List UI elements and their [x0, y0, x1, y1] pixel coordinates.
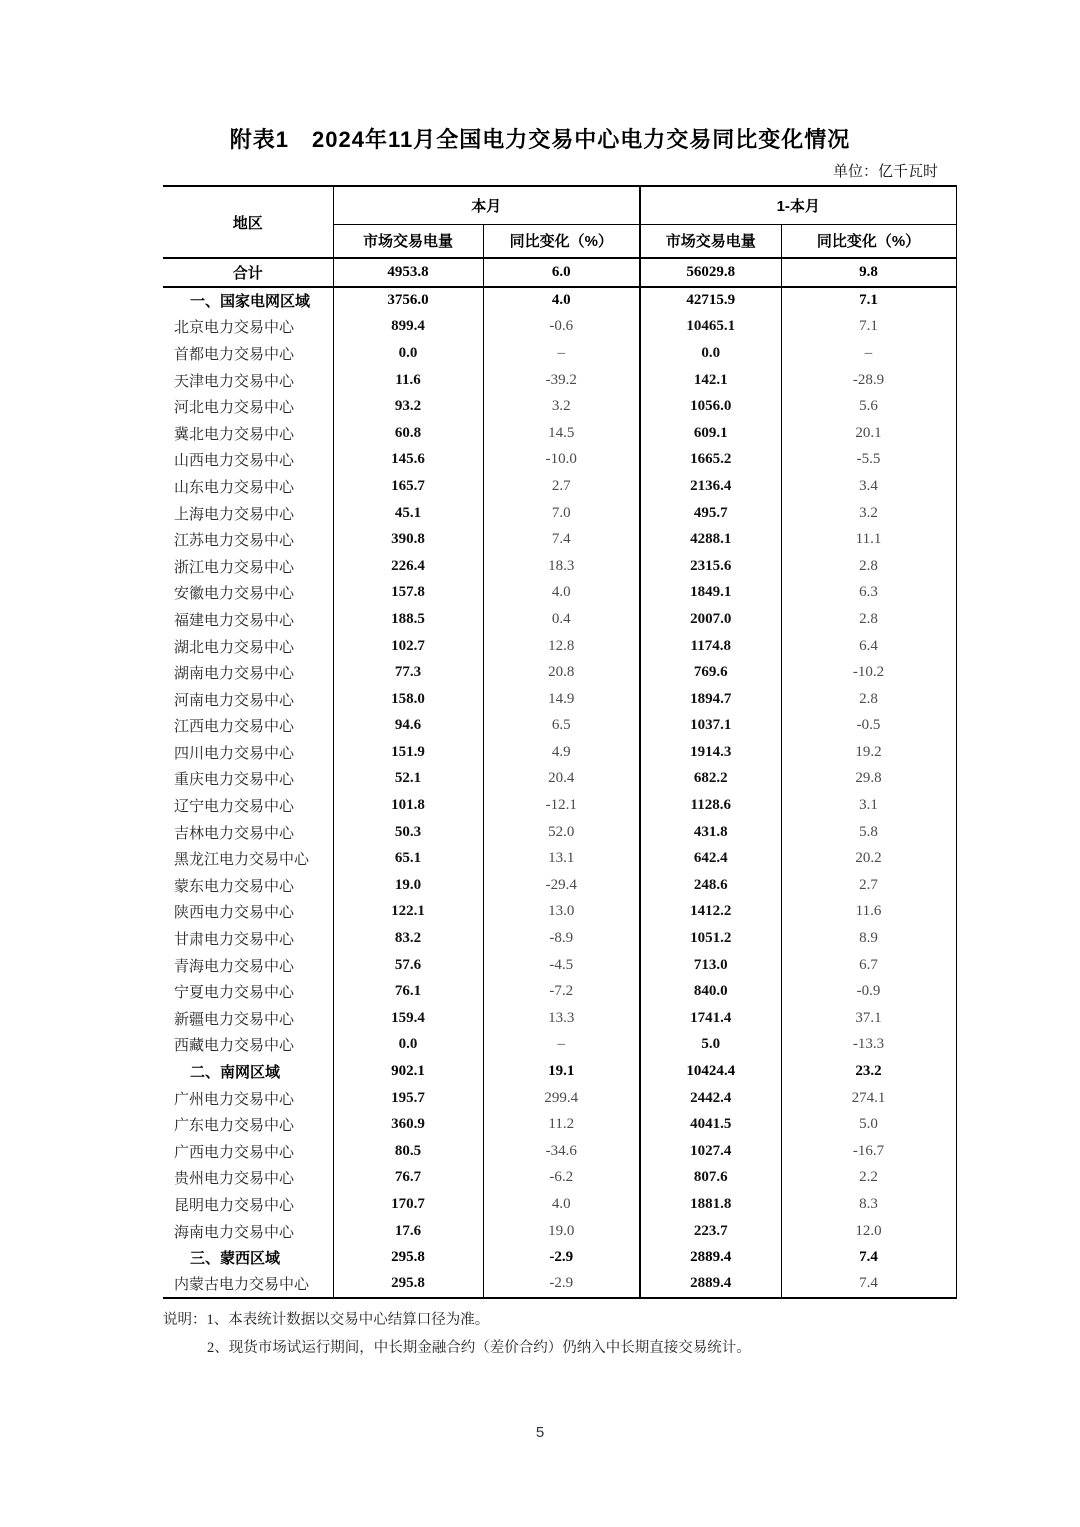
month-volume-cell: 226.4 — [333, 553, 483, 580]
month-volume-cell: 11.6 — [333, 367, 483, 394]
region-name-cell: 辽宁电力交易中心 — [163, 792, 333, 819]
cumulative-change-cell: 6.3 — [859, 584, 878, 601]
cumulative-change-cell: 2.8 — [859, 557, 878, 574]
month-volume-cell: 76.1 — [333, 978, 483, 1005]
cumulative-volume-cell: 1849.1 — [640, 580, 781, 607]
month-volume-cell: 19.0 — [333, 872, 483, 899]
cumulative-volume-cell: 56029.8 — [640, 258, 781, 287]
month-volume-cell: 94.6 — [333, 713, 483, 740]
month-change-cell: 299.4 — [483, 1085, 640, 1112]
region-name-cell: 首都电力交易中心 — [163, 340, 333, 367]
region-name-cell: 陕西电力交易中心 — [163, 899, 333, 926]
table-row — [163, 1218, 956, 1245]
cumulative-change-cell: 3.4 — [859, 477, 878, 494]
region-name-cell: 内蒙古电力交易中心 — [163, 1271, 333, 1298]
month-volume-cell: 295.8 — [333, 1244, 483, 1271]
month-change-cell: -12.1 — [483, 792, 640, 819]
cumulative-change-cell: 11.6 — [855, 903, 882, 920]
month-change-cell: 7.4 — [483, 526, 640, 553]
table-row — [163, 659, 956, 686]
cumulative-volume-cell: 1174.8 — [640, 633, 781, 660]
table-row — [163, 633, 956, 660]
month-change-cell: 52.0 — [483, 819, 640, 846]
month-volume-cell: 145.6 — [333, 447, 483, 474]
month-change-cell: 18.3 — [483, 553, 640, 580]
cumulative-volume-cell: 431.8 — [640, 819, 781, 846]
table-row — [163, 1032, 956, 1059]
month-change-cell: -10.0 — [483, 447, 640, 474]
region-name-cell: 北京电力交易中心 — [163, 314, 333, 341]
month-volume-cell: 159.4 — [333, 1005, 483, 1032]
cumulative-volume-cell: 840.0 — [640, 978, 781, 1005]
table-row — [163, 393, 956, 420]
table-row — [163, 580, 956, 607]
cumulative-volume-cell: 609.1 — [640, 420, 781, 447]
month-change-cell: – — [483, 1032, 640, 1059]
region-name-cell: 江苏电力交易中心 — [163, 526, 333, 553]
region-name-cell: 新疆电力交易中心 — [163, 1005, 333, 1032]
cumulative-change-cell: 37.1 — [855, 1009, 882, 1026]
cumulative-volume-cell: 495.7 — [640, 500, 781, 527]
page-title: 附表1 2024年11月全国电力交易中心电力交易同比变化情况 — [229, 127, 851, 152]
table-row — [163, 1058, 956, 1085]
month-change-cell: -2.9 — [483, 1271, 640, 1298]
month-change-cell: 4.0 — [483, 580, 640, 607]
table-row — [163, 1244, 956, 1271]
month-volume-cell: 0.0 — [333, 340, 483, 367]
cumulative-volume-cell: 1894.7 — [640, 686, 781, 713]
cumulative-change-cell: 3.2 — [859, 504, 878, 521]
cumulative-change-cell: 23.2 — [855, 1063, 882, 1080]
table-row — [163, 1165, 956, 1192]
subheader-cum-change: 同比变化（%） — [781, 224, 956, 258]
cumulative-volume-cell: 10465.1 — [640, 314, 781, 341]
cumulative-volume-cell: 4288.1 — [640, 526, 781, 553]
month-volume-cell: 0.0 — [333, 1032, 483, 1059]
month-volume-cell: 45.1 — [333, 500, 483, 527]
table-row — [163, 420, 956, 447]
cumulative-change-cell: 2.8 — [859, 610, 878, 627]
cumulative-change-cell: -13.3 — [852, 1036, 885, 1053]
region-name-cell: 贵州电力交易中心 — [163, 1165, 333, 1192]
region-name-cell: 四川电力交易中心 — [163, 739, 333, 766]
table-row — [163, 686, 956, 713]
table-row — [163, 899, 956, 926]
month-change-cell: -6.2 — [483, 1165, 640, 1192]
month-change-cell: 19.0 — [483, 1218, 640, 1245]
month-volume-cell: 4953.8 — [333, 258, 483, 287]
table-body — [163, 258, 956, 1298]
month-change-cell: 12.8 — [483, 633, 640, 660]
month-change-cell: 6.5 — [483, 713, 640, 740]
month-volume-cell: 170.7 — [333, 1191, 483, 1218]
cumulative-change-cell: 11.1 — [855, 531, 882, 548]
cumulative-volume-cell: 2136.4 — [640, 473, 781, 500]
table-row — [163, 1271, 956, 1298]
region-name-cell: 海南电力交易中心 — [163, 1218, 333, 1245]
subheader-cum-volume: 市场交易电量 — [640, 224, 781, 258]
table-row — [163, 1191, 956, 1218]
region-name-cell: 天津电力交易中心 — [163, 367, 333, 394]
month-change-cell: -8.9 — [483, 925, 640, 952]
month-change-cell: 3.2 — [483, 393, 640, 420]
group-header-cumulative: 1-本月 — [640, 186, 956, 224]
table-row — [163, 739, 956, 766]
region-name-cell: 上海电力交易中心 — [163, 500, 333, 527]
cumulative-volume-cell: 713.0 — [640, 952, 781, 979]
group-header-current-month: 本月 — [333, 186, 640, 224]
cumulative-volume-cell: 2442.4 — [640, 1085, 781, 1112]
table-row — [163, 473, 956, 500]
cumulative-change-cell: 19.2 — [855, 743, 882, 760]
table-row — [163, 792, 956, 819]
month-change-cell: 4.0 — [483, 287, 640, 314]
region-name-cell: 黑龙江电力交易中心 — [163, 845, 333, 872]
month-volume-cell: 295.8 — [333, 1271, 483, 1298]
month-change-cell: 4.9 — [483, 739, 640, 766]
unit-label: 单位：亿千瓦时 — [832, 164, 938, 180]
month-change-cell: 7.0 — [483, 500, 640, 527]
month-change-cell: 6.0 — [483, 258, 640, 287]
month-change-cell: 4.0 — [483, 1191, 640, 1218]
table-row — [163, 1085, 956, 1112]
table-row — [163, 1005, 956, 1032]
month-volume-cell: 158.0 — [333, 686, 483, 713]
table-row — [163, 553, 956, 580]
cumulative-change-cell: – — [864, 344, 873, 361]
region-name-cell: 蒙东电力交易中心 — [163, 872, 333, 899]
cumulative-change-cell: -10.2 — [852, 664, 885, 681]
cumulative-volume-cell: 1128.6 — [640, 792, 781, 819]
cumulative-change-cell: 5.8 — [859, 823, 878, 840]
table-row — [163, 872, 956, 899]
cumulative-change-cell: 7.1 — [859, 318, 878, 335]
table-row — [163, 258, 956, 287]
cumulative-volume-cell: 2889.4 — [640, 1244, 781, 1271]
cumulative-volume-cell: 1056.0 — [640, 393, 781, 420]
region-name-cell: 河南电力交易中心 — [163, 686, 333, 713]
month-volume-cell: 65.1 — [333, 845, 483, 872]
cumulative-volume-cell: 4041.5 — [640, 1111, 781, 1138]
cumulative-change-cell: 2.2 — [859, 1169, 878, 1186]
month-volume-cell: 188.5 — [333, 606, 483, 633]
month-volume-cell: 157.8 — [333, 580, 483, 607]
table-row — [163, 1111, 956, 1138]
table-row — [163, 766, 956, 793]
cumulative-volume-cell: 1027.4 — [640, 1138, 781, 1165]
cumulative-change-cell: 9.8 — [781, 258, 956, 287]
region-name-cell: 西藏电力交易中心 — [163, 1032, 333, 1059]
month-volume-cell: 83.2 — [333, 925, 483, 952]
region-name-cell: 江西电力交易中心 — [163, 713, 333, 740]
cumulative-change-cell: 7.4 — [859, 1249, 878, 1266]
region-name-cell: 重庆电力交易中心 — [163, 766, 333, 793]
month-volume-cell: 360.9 — [333, 1111, 483, 1138]
cumulative-change-cell: 5.0 — [859, 1116, 878, 1133]
table-row — [163, 925, 956, 952]
region-name-cell: 二、南网区域 — [163, 1058, 333, 1085]
table-row — [163, 526, 956, 553]
month-volume-cell: 390.8 — [333, 526, 483, 553]
region-name-cell: 湖北电力交易中心 — [163, 633, 333, 660]
month-change-cell: -2.9 — [483, 1244, 640, 1271]
table-row — [163, 845, 956, 872]
cumulative-volume-cell: 2889.4 — [640, 1271, 781, 1298]
cumulative-volume-cell: 5.0 — [640, 1032, 781, 1059]
table-row — [163, 1138, 956, 1165]
month-volume-cell: 17.6 — [333, 1218, 483, 1245]
region-name-cell: 浙江电力交易中心 — [163, 553, 333, 580]
region-name-cell: 甘肃电力交易中心 — [163, 925, 333, 952]
cumulative-change-cell: 8.3 — [859, 1195, 878, 1212]
cumulative-volume-cell: 1741.4 — [640, 1005, 781, 1032]
month-change-cell: 0.4 — [483, 606, 640, 633]
region-name-cell: 山西电力交易中心 — [163, 447, 333, 474]
region-name-cell: 广西电力交易中心 — [163, 1138, 333, 1165]
cumulative-change-cell: 20.2 — [855, 850, 882, 867]
month-change-cell: 13.3 — [483, 1005, 640, 1032]
header-group-row — [163, 186, 956, 224]
region-name-cell: 福建电力交易中心 — [163, 606, 333, 633]
note-line-2: 2、现货市场试运行期间，中长期金融合约（差价合约）仍纳入中长期直接交易统计。 — [207, 1340, 751, 1356]
month-volume-cell: 50.3 — [333, 819, 483, 846]
cumulative-volume-cell: 642.4 — [640, 845, 781, 872]
cumulative-volume-cell: 1665.2 — [640, 447, 781, 474]
cumulative-volume-cell: 1914.3 — [640, 739, 781, 766]
cumulative-change-cell: 20.1 — [855, 424, 882, 441]
table-row — [163, 500, 956, 527]
month-volume-cell: 902.1 — [333, 1058, 483, 1085]
month-change-cell: -34.6 — [483, 1138, 640, 1165]
region-name-cell: 冀北电力交易中心 — [163, 420, 333, 447]
cumulative-volume-cell: 1881.8 — [640, 1191, 781, 1218]
month-volume-cell: 76.7 — [333, 1165, 483, 1192]
month-change-cell: 2.7 — [483, 473, 640, 500]
table-row — [163, 447, 956, 474]
cumulative-change-cell: 3.1 — [859, 797, 878, 814]
cumulative-volume-cell: 769.6 — [640, 659, 781, 686]
table-header — [163, 186, 956, 258]
cumulative-change-cell: -28.9 — [852, 371, 885, 388]
subheader-month-change: 同比变化（%） — [483, 224, 640, 258]
power-trading-table — [163, 185, 957, 1299]
cumulative-volume-cell: 223.7 — [640, 1218, 781, 1245]
table-row — [163, 287, 956, 314]
cumulative-volume-cell: 1051.2 — [640, 925, 781, 952]
month-volume-cell: 77.3 — [333, 659, 483, 686]
month-change-cell: -29.4 — [483, 872, 640, 899]
cumulative-change-cell: 29.8 — [855, 770, 882, 787]
month-volume-cell: 165.7 — [333, 473, 483, 500]
cumulative-volume-cell: 142.1 — [640, 367, 781, 394]
cumulative-change-cell: -0.5 — [856, 717, 881, 734]
month-change-cell: -7.2 — [483, 978, 640, 1005]
region-name-cell: 吉林电力交易中心 — [163, 819, 333, 846]
cumulative-volume-cell: 10424.4 — [640, 1058, 781, 1085]
note-line-1: 说明：1、本表统计数据以交易中心结算口径为准。 — [163, 1312, 490, 1328]
cumulative-volume-cell: 2007.0 — [640, 606, 781, 633]
cumulative-change-cell: -0.9 — [856, 983, 881, 1000]
month-volume-cell: 102.7 — [333, 633, 483, 660]
month-volume-cell: 151.9 — [333, 739, 483, 766]
cumulative-change-cell: 12.0 — [855, 1222, 882, 1239]
table-row — [163, 952, 956, 979]
cumulative-change-cell: 6.4 — [859, 637, 878, 654]
month-change-cell: 13.0 — [483, 899, 640, 926]
month-change-cell: 19.1 — [483, 1058, 640, 1085]
month-change-cell: -39.2 — [483, 367, 640, 394]
region-name-cell: 一、国家电网区域 — [163, 287, 333, 314]
month-volume-cell: 52.1 — [333, 766, 483, 793]
cumulative-volume-cell: 682.2 — [640, 766, 781, 793]
month-volume-cell: 3756.0 — [333, 287, 483, 314]
month-change-cell: -0.6 — [483, 314, 640, 341]
region-name-cell: 安徽电力交易中心 — [163, 580, 333, 607]
table-row — [163, 713, 956, 740]
month-volume-cell: 80.5 — [333, 1138, 483, 1165]
cumulative-change-cell: 8.9 — [859, 930, 878, 947]
cumulative-change-cell: -16.7 — [852, 1142, 885, 1159]
cumulative-volume-cell: 42715.9 — [640, 287, 781, 314]
region-name-cell: 河北电力交易中心 — [163, 393, 333, 420]
region-name-cell: 合计 — [163, 258, 333, 287]
region-name-cell: 山东电力交易中心 — [163, 473, 333, 500]
month-change-cell: – — [483, 340, 640, 367]
table-row — [163, 367, 956, 394]
table-row — [163, 314, 956, 341]
month-change-cell: 13.1 — [483, 845, 640, 872]
cumulative-volume-cell: 0.0 — [640, 340, 781, 367]
table-row — [163, 978, 956, 1005]
cumulative-volume-cell: 1412.2 — [640, 899, 781, 926]
month-change-cell: 20.8 — [483, 659, 640, 686]
region-name-cell: 昆明电力交易中心 — [163, 1191, 333, 1218]
month-volume-cell: 122.1 — [333, 899, 483, 926]
cumulative-change-cell: 2.7 — [859, 876, 878, 893]
cumulative-volume-cell: 2315.6 — [640, 553, 781, 580]
cumulative-change-cell: -5.5 — [856, 451, 881, 468]
month-volume-cell: 195.7 — [333, 1085, 483, 1112]
cumulative-volume-cell: 1037.1 — [640, 713, 781, 740]
table-row — [163, 819, 956, 846]
cumulative-change-cell: 6.7 — [859, 956, 878, 973]
month-change-cell: 14.5 — [483, 420, 640, 447]
month-volume-cell: 101.8 — [333, 792, 483, 819]
cumulative-change-cell: 5.6 — [859, 398, 878, 415]
page-number: 5 — [535, 1424, 545, 1441]
month-change-cell: 11.2 — [483, 1111, 640, 1138]
month-change-cell: -4.5 — [483, 952, 640, 979]
month-change-cell: 20.4 — [483, 766, 640, 793]
region-name-cell: 湖南电力交易中心 — [163, 659, 333, 686]
cumulative-change-cell: 274.1 — [851, 1089, 886, 1106]
cumulative-volume-cell: 807.6 — [640, 1165, 781, 1192]
region-name-cell: 三、蒙西区域 — [163, 1244, 333, 1271]
region-name-cell: 宁夏电力交易中心 — [163, 978, 333, 1005]
cumulative-change-cell: 2.8 — [859, 690, 878, 707]
region-column-header: 地区 — [163, 186, 333, 258]
subheader-month-volume: 市场交易电量 — [333, 224, 483, 258]
month-volume-cell: 93.2 — [333, 393, 483, 420]
region-name-cell: 青海电力交易中心 — [163, 952, 333, 979]
cumulative-change-cell: 7.1 — [859, 292, 878, 309]
region-name-cell: 广东电力交易中心 — [163, 1111, 333, 1138]
cumulative-change-cell: 7.4 — [859, 1275, 878, 1292]
month-volume-cell: 899.4 — [333, 314, 483, 341]
month-volume-cell: 60.8 — [333, 420, 483, 447]
region-name-cell: 广州电力交易中心 — [163, 1085, 333, 1112]
month-volume-cell: 57.6 — [333, 952, 483, 979]
table-row — [163, 606, 956, 633]
table-row — [163, 340, 956, 367]
month-change-cell: 14.9 — [483, 686, 640, 713]
cumulative-volume-cell: 248.6 — [640, 872, 781, 899]
